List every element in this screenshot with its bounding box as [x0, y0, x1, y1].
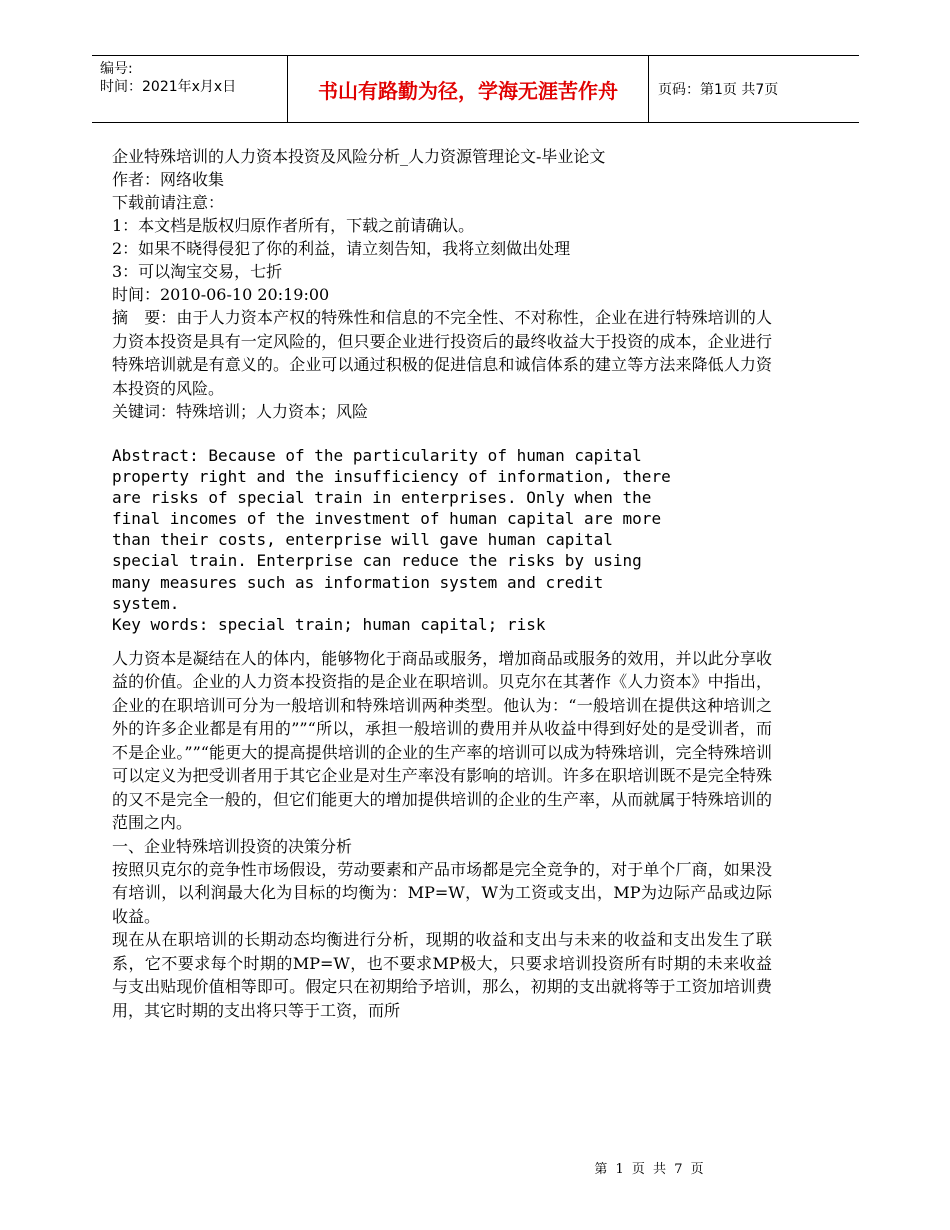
summary-paragraph: 摘 要：由于人力资本产权的特殊性和信息的不完全性、不对称性，企业在进行特殊培训的人力资本投资是具有一定风险的，但只要企业进行投资后的最终收益大于投资的成本，企业进行特殊培训就是有意义的。企业可以通过积极的促进信息和诚信体系的建立等方法来降低人力资本投资的风险。	[112, 308, 772, 398]
document-title: 企业特殊培训的人力资本投资及风险分析_人力资源管理论文-毕业论文	[112, 147, 606, 166]
keywords-line: 关键词：特殊培训；人力资本；风险	[112, 402, 369, 421]
notice-item: 1：本文档是版权归原作者所有，下载之前请确认。	[112, 216, 475, 235]
header-page-label: 页码：第1页 共7页	[658, 82, 779, 98]
time-line: 时间：2010-06-10 20:19:00	[112, 285, 330, 304]
page-footer: 第 1 页 共 7 页	[594, 1162, 706, 1177]
header-meta	[100, 60, 236, 96]
section-heading: 一、企业特殊培训投资的决策分析	[112, 836, 353, 856]
english-keywords: Key words: special train; human capital; risk	[112, 614, 546, 634]
time-label: 时间：2021年x月x日	[100, 79, 237, 95]
body-paragraph: 按照贝克尔的竞争性市场假设，劳动要素和产品市场都是完全竞争的，对于单个厂商，如果没有培训，以利润最大化为目标的均衡为：MP=W，W为工资或支出，MP为边际产品或边际收益。	[112, 859, 772, 926]
body-paragraph: 现在从在职培训的长期动态均衡进行分析，现期的收益和支出与未来的收益和支出发生了联系，它不要求每个时期的MP=W，也不要求MP极大，只要求培训投资所有时期的未来收益与支出贴现价值相等即可。假定只在初期给予培训，那么，初期的支出就将等于工资加培训费用，其它时期的支出将只等于工资，而所	[112, 930, 772, 1020]
header-motto: 书山有路勤为径，学海无涯苦作舟	[287, 56, 649, 122]
page-header	[92, 55, 859, 123]
number-label: 编号:	[100, 61, 133, 77]
author-line: 作者：网络收集	[112, 170, 225, 189]
english-abstract: Abstract: Because of the particularity of human capital property right and the insufficiency of information, there are risks of special train in enterprises. Only when the final incomes of the investment of human capital are more than their costs, enterprise will gave human capital special train. Enterprise can reduce the risks by using many measures such as information system and credit system.	[112, 446, 671, 613]
notice-item: 3：可以淘宝交易，七折	[112, 262, 283, 281]
notice-item: 2：如果不晓得侵犯了你的利益，请立刻告知，我将立刻做出处理	[112, 239, 571, 258]
document-body	[112, 145, 772, 1022]
body-paragraph: 人力资本是凝结在人的体内，能够物化于商品或服务，增加商品或服务的效用，并以此分享收益的价值。企业的人力资本投资指的是企业在职培训。贝克尔在其著作《人力资本》中指出，企业的在职培训可分为一般培训和特殊培训两种类型。他认为：“一般培训在提供这种培训之外的许多企业都是有用的””“所以，承担一般培训的费用并从收益中得到好处的是受训者，而不是企业。””“能更大的提高提供培训的企业的生产率的培训可以成为特殊培训，完全特殊培训可以定义为把受训者用于其它企业是对生产率没有影响的培训。许多在职培训既不是完全特殊的又不是完全一般的，但它们能更大的增加提供培训的企业的生产率，从而就属于特殊培训的范围之内。	[112, 648, 772, 833]
notice-heading: 下载前请注意：	[112, 193, 225, 212]
